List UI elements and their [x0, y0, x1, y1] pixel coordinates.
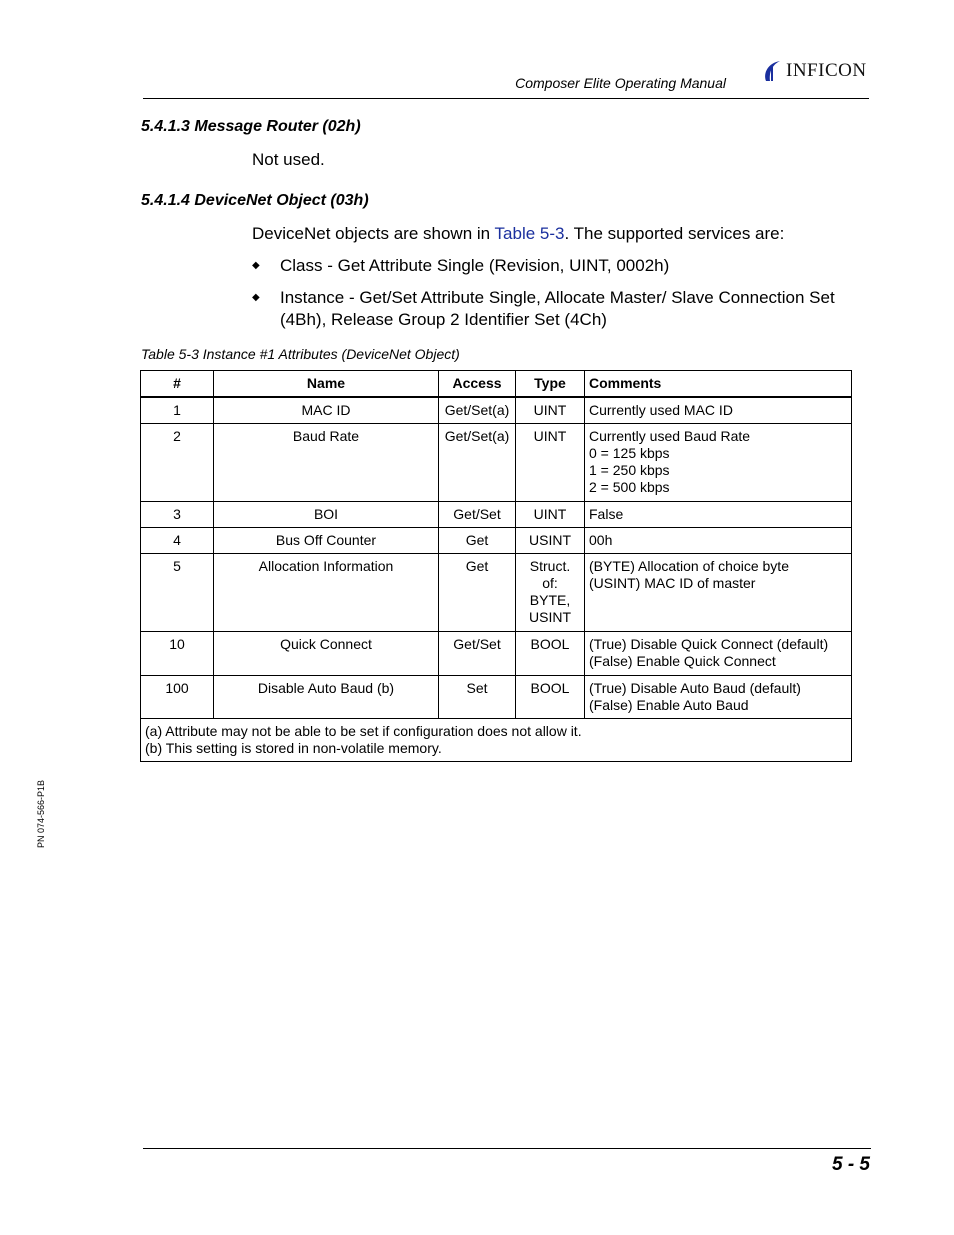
type-line: BOOL	[530, 680, 570, 696]
comment-line: Currently used MAC ID	[589, 402, 733, 418]
column-header-type: Type	[516, 371, 585, 398]
table-footnotes	[141, 719, 852, 762]
cell-number: 1	[141, 397, 214, 424]
table-5-3-link[interactable]: Table 5-3	[494, 224, 565, 243]
cell-comments	[585, 554, 852, 632]
diamond-bullet-icon: ◆	[252, 260, 260, 271]
type-line: BOOL	[530, 636, 570, 652]
table-row	[141, 397, 852, 424]
cell-name: Disable Auto Baud (b)	[214, 676, 439, 719]
type-line: BYTE,	[529, 592, 571, 608]
cell-type	[516, 554, 585, 632]
type-line: of:	[542, 575, 558, 591]
cell-name: Allocation Information	[214, 554, 439, 632]
type-line: UINT	[533, 402, 567, 418]
page-number: 5 - 5	[831, 1154, 870, 1175]
cell-number: 10	[141, 632, 214, 676]
comment-line: 0 = 125 kbps	[589, 445, 670, 461]
cell-number: 3	[141, 502, 214, 528]
cell-type	[516, 397, 585, 424]
cell-access: Get	[439, 528, 516, 554]
comment-line: Currently used Baud Rate	[589, 428, 751, 444]
cell-name: MAC ID	[214, 397, 439, 424]
table-row	[141, 554, 852, 632]
inficon-swoosh-icon	[760, 59, 784, 83]
intro-text-before: DeviceNet objects are shown in	[252, 224, 495, 243]
comment-line: (USINT) MAC ID of master	[589, 575, 756, 591]
comment-line: (False) Enable Auto Baud	[589, 697, 749, 713]
bullet-text: Class - Get Attribute Single (Revision, UINT, 0002h)	[280, 256, 670, 275]
cell-comments	[585, 528, 852, 554]
cell-type	[516, 528, 585, 554]
comment-line: False	[589, 506, 624, 522]
instance-attributes-table	[140, 370, 852, 762]
table-row	[141, 632, 852, 676]
table-row	[141, 676, 852, 719]
column-header-name: Name	[214, 371, 439, 398]
cell-name: BOI	[214, 502, 439, 528]
inficon-logo	[760, 58, 867, 84]
table-footnotes-row	[141, 719, 852, 762]
table-row	[141, 502, 852, 528]
cell-access: Get/Set	[439, 502, 516, 528]
section-body-not-used: Not used.	[252, 150, 325, 169]
cell-number: 4	[141, 528, 214, 554]
part-number-label: PN 074-566-P1B	[36, 779, 46, 848]
section-heading-devicenet-object: 5.4.1.4 DeviceNet Object (03h)	[141, 192, 369, 209]
type-line: USINT	[529, 609, 571, 625]
table-row	[141, 424, 852, 502]
footnote-a: (a) Attribute may not be able to be set if configuration does not allow it.	[145, 723, 582, 739]
section-heading-message-router: 5.4.1.3 Message Router (02h)	[141, 118, 361, 135]
type-line: UINT	[533, 506, 567, 522]
cell-access: Set	[439, 676, 516, 719]
comment-line: 00h	[589, 532, 613, 548]
cell-access: Get/Set(a)	[439, 424, 516, 502]
cell-access: Get	[439, 554, 516, 632]
comment-line: (False) Enable Quick Connect	[589, 653, 776, 669]
column-header-number: #	[141, 371, 214, 398]
type-line: USINT	[529, 532, 571, 548]
cell-type	[516, 632, 585, 676]
cell-number: 100	[141, 676, 214, 719]
cell-comments	[585, 424, 852, 502]
intro-text-after: . The supported services are:	[564, 224, 785, 243]
logo-wordmark: INFICON	[786, 60, 867, 81]
header-rule	[143, 98, 869, 99]
cell-type	[516, 424, 585, 502]
table-caption: Table 5-3 Instance #1 Attributes (DeviceNet Object)	[141, 346, 460, 362]
footnote-b: (b) This setting is stored in non-volatile memory.	[145, 740, 442, 756]
type-line: Struct.	[529, 558, 571, 574]
comment-line: (BYTE) Allocation of choice byte	[589, 558, 789, 574]
table-header-row	[141, 371, 852, 398]
cell-comments	[585, 632, 852, 676]
comment-line: 1 = 250 kbps	[589, 462, 670, 478]
table-row	[141, 528, 852, 554]
cell-type	[516, 502, 585, 528]
cell-name: Quick Connect	[214, 632, 439, 676]
cell-name: Baud Rate	[214, 424, 439, 502]
cell-comments	[585, 502, 852, 528]
comment-line: (True) Disable Auto Baud (default)	[589, 680, 801, 696]
cell-access: Get/Set	[439, 632, 516, 676]
cell-comments	[585, 397, 852, 424]
comment-line: 2 = 500 kbps	[589, 479, 670, 495]
cell-access: Get/Set(a)	[439, 397, 516, 424]
cell-name: Bus Off Counter	[214, 528, 439, 554]
cell-number: 2	[141, 424, 214, 502]
diamond-bullet-icon: ◆	[252, 292, 260, 303]
comment-line: (True) Disable Quick Connect (default)	[589, 636, 829, 652]
devicenet-intro-paragraph	[252, 223, 784, 245]
column-header-access: Access	[439, 371, 516, 398]
cell-comments	[585, 676, 852, 719]
column-header-comments: Comments	[585, 371, 852, 398]
bullet-text: Instance - Get/Set Attribute Single, Allocate Master/ Slave Connection Set (4Bh), Release Group 2 Identifier Set (4Ch)	[280, 288, 835, 329]
running-header-title: Composer Elite Operating Manual	[515, 75, 726, 91]
type-line: UINT	[533, 428, 567, 444]
cell-number: 5	[141, 554, 214, 632]
cell-type	[516, 676, 585, 719]
footer-rule	[143, 1148, 871, 1149]
